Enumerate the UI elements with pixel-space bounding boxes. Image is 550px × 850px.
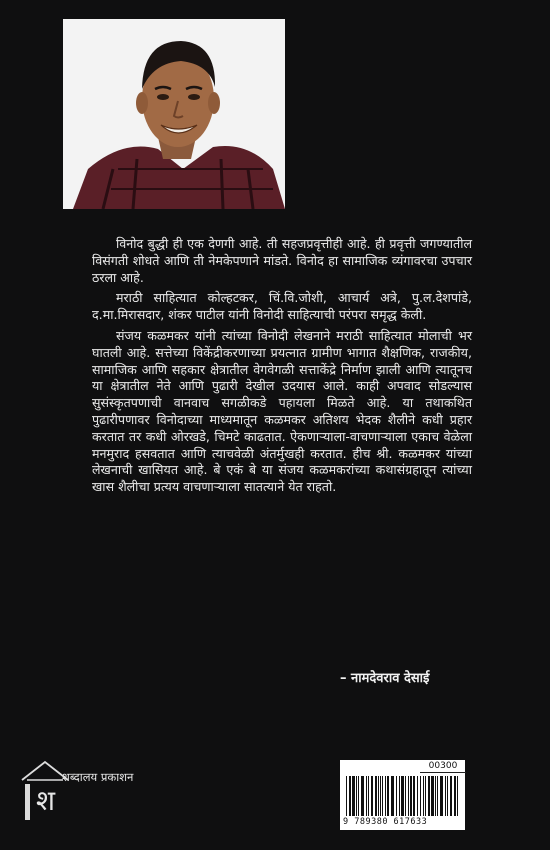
paragraph-2: मराठी साहित्यात कोल्हटकर, चिं.वि.जोशी, आचार्य अत्रे, पु.ल.देशपांडे, द.मा.मिरासदार, शंकर पाटील यांनी विनोदी साहित्याची परंपरा समृद्ध केली. (92, 290, 472, 323)
barcode-bar (396, 776, 397, 816)
review-signature: – नामदेवराव देसाई (340, 671, 430, 686)
paragraph-1: विनोद बुद्धी ही एक देणगी आहे. ती सहजप्रवृत्तीही आहे. ही प्रवृत्ती जगण्यातील विसंगती शोधते आणि ती नेमकेपणाने मांडते. विनोद हा सामाजिक व्यंगावरचा उपचार ठरला आहे. (92, 236, 472, 285)
author-photo (63, 19, 285, 209)
barcode-bar (457, 776, 458, 816)
barcode-bar (352, 776, 355, 816)
barcode-bar (368, 776, 369, 816)
barcode-bar (378, 776, 379, 816)
back-cover-text (92, 236, 472, 500)
barcode-bar (391, 776, 394, 816)
barcode-bar (375, 776, 377, 816)
publisher-name: शब्दालय प्रकाशन (62, 770, 134, 784)
barcode-bar (382, 776, 383, 816)
barcode-bar (356, 776, 357, 816)
barcode-bar (437, 776, 438, 816)
paragraph-3: संजय कळमकर यांनी त्यांच्या विनोदी लेखनाने मराठी साहित्यात मोलाची भर घातली आहे. सत्तेच्या विकेंद्रीकरणाच्या प्रयत्नात ग्रामीण भागात शैक्षणिक, राजकीय, सामाजिक आणि सहकार क्षेत्रातील वेगवेगळी सत्ताकेंद्रे निर्माण झाली आणि त्यातूनच या क्षेत्रातील नेते आणि पुढारी देखील उदयास आले. काही अपवाद सोडल्यास सुसंस्कृतपणाची वानवाच सगळीकडे पहायला मिळते आहे. या तथाकथित पुढारीपणावर विनोदाच्या माध्यमातून कळमकर अतिशय भेदक शैलीने कधी प्रहार करतात तर कधी ओरखडे, चिमटे काढतात. ऐकणाऱ्याला-वाचणाऱ्याला एकाच वेळेला मनमुराद हसवतात आणि त्याचवेळी अंतर्मुखही करतात. हीच श्री. कळमकर यांच्या लेखनाची खासियत आहे. बे एकं बे या संजय कळमकरांच्या कथासंग्रहातून त्यांच्या खास शैलीचा प्रत्यय वाचणाऱ्याला सातत्याने येत राहतो. (92, 327, 472, 495)
barcode-bar (410, 776, 412, 816)
barcode-bar (413, 776, 415, 816)
barcode-bar (445, 776, 446, 816)
barcode-bar (454, 776, 456, 816)
barcode-bar (408, 776, 409, 816)
barcode-bar (371, 776, 373, 816)
barcode-bar (401, 776, 404, 816)
barcode-bar (385, 776, 386, 816)
barcode-bar (428, 776, 430, 816)
barcode-bar (440, 776, 443, 816)
barcode-bar (425, 776, 426, 816)
publisher-glyph: श (36, 784, 56, 817)
price-code: 00300 (420, 760, 466, 773)
barcode-bar (435, 776, 436, 816)
barcode-bar (387, 776, 389, 816)
barcode-bar (380, 776, 381, 816)
barcode-bar (361, 776, 364, 816)
author-portrait (63, 19, 285, 209)
barcode-bar (366, 776, 367, 816)
barcode-bar (346, 776, 347, 816)
barcode-bar (447, 776, 448, 816)
barcode-bar (399, 776, 400, 816)
barcode-bar (417, 776, 418, 816)
barcode-bar (358, 776, 359, 816)
barcode-bar (349, 776, 351, 816)
barcode-bar (423, 776, 424, 816)
barcode-bar (450, 776, 452, 816)
barcode-bar (431, 776, 434, 816)
barcode-bar (405, 776, 406, 816)
isbn-number: 9 789380 617633 (343, 817, 428, 827)
barcode-bar (420, 776, 421, 816)
